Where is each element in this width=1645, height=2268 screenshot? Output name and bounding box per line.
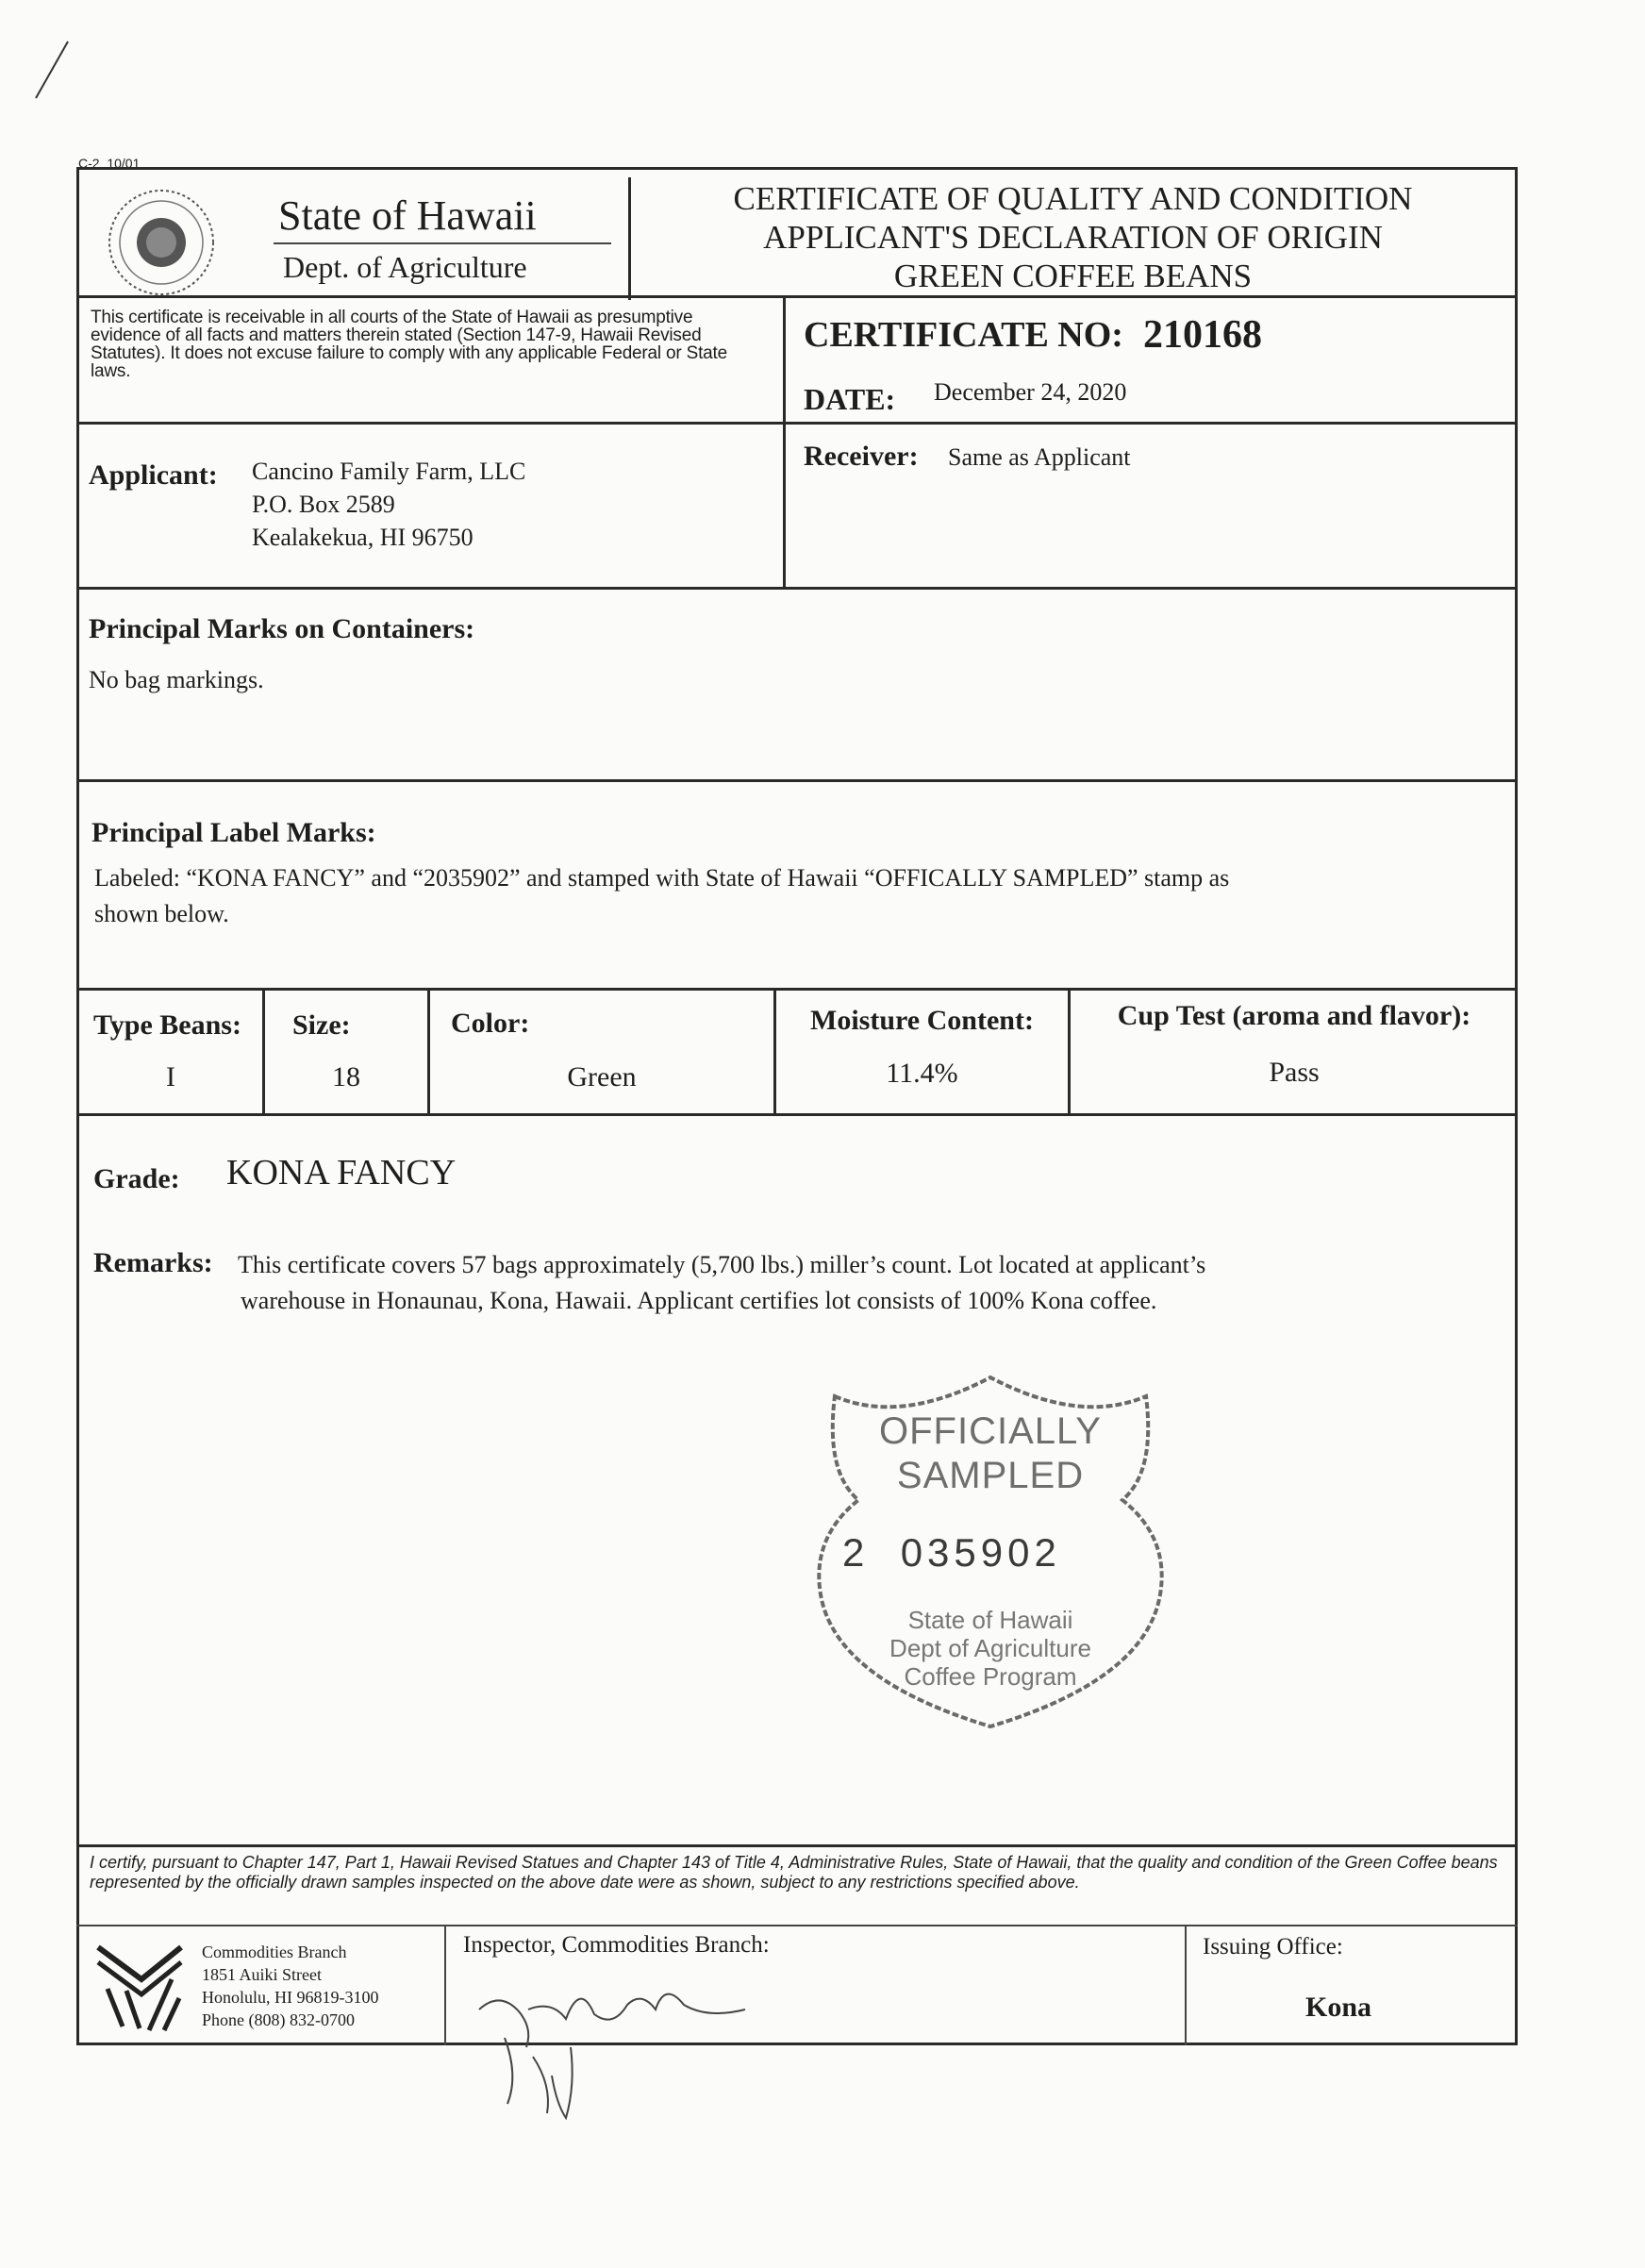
cup-test-label: Cup Test (aroma and flavor): (1117, 1000, 1471, 1031)
moisture-value: 11.4% (886, 1058, 958, 1089)
applicant-address (252, 455, 525, 554)
label-marks-label: Principal Label Marks: (91, 817, 376, 848)
applicant-line-1: Cancino Family Farm, LLC (252, 458, 526, 485)
certificate-no-value: 210168 (1143, 313, 1262, 357)
branch-line-3: Honolulu, HI 96819-3100 (202, 1988, 379, 2007)
officially-sampled-stamp (797, 1359, 1184, 1736)
certificate-no-label: CERTIFICATE NO: (804, 315, 1123, 355)
stamp-line-1: OFFICIALLY (879, 1410, 1102, 1452)
title-line-3: GREEN COFFEE BEANS (893, 258, 1253, 294)
applicant-line-3: Kealakekua, HI 96750 (252, 524, 474, 551)
color-value: Green (567, 1061, 637, 1092)
form-code: C-2 10/01 (78, 156, 141, 171)
certificate-title (630, 179, 1516, 295)
inspector-signature (462, 1953, 802, 2123)
moisture-label: Moisture Content: (810, 1005, 1034, 1036)
color-label: Color: (451, 1008, 530, 1039)
container-marks-value: No bag markings. (89, 666, 264, 693)
branch-address (202, 1941, 379, 2031)
state-seal-icon (102, 187, 221, 298)
receiver-value: Same as Applicant (948, 443, 1131, 471)
stamp-line-2: SAMPLED (896, 1455, 1085, 1496)
certificate-frame (76, 167, 1518, 2045)
date-value: December 24, 2020 (934, 378, 1127, 406)
size-value: 18 (332, 1061, 360, 1092)
issuing-office-label: Issuing Office: (1203, 1934, 1343, 1959)
dept-name: Dept. of Agriculture (283, 250, 527, 284)
type-beans-value: I (166, 1061, 175, 1092)
cup-test-value: Pass (1269, 1057, 1320, 1088)
stamp-footer-line-3: Coffee Program (904, 1662, 1077, 1691)
scan-mark (28, 38, 75, 104)
grade-label: Grade: (93, 1163, 180, 1194)
label-marks-line-1: Labeled: “KONA FANCY” and “2035902” and stamped with State of Hawaii “OFFICALLY SAMPLED” stamp as (94, 864, 1230, 892)
stamp-footer (797, 1606, 1184, 1691)
branch-line-1: Commodities Branch (202, 1943, 347, 1961)
remarks-line-2: warehouse in Honaunau, Kona, Hawaii. Applicant certifies lot consists of 100% Kona coffee. (241, 1287, 1157, 1314)
receiver-label: Receiver: (804, 441, 919, 472)
title-line-2: APPLICANT'S DECLARATION OF ORIGIN (763, 219, 1383, 256)
certification-text: I certify, pursuant to Chapter 147, Part 1, Hawaii Revised Statues and Chapter 143 of Title 4, Administrative Rules, State of Hawaii, that the quality and condition of the Green Coffee beans represented by the officially drawn samples inspected on the above date were as shown, subject to any restrictions specified above. (90, 1853, 1498, 1892)
remarks-label: Remarks: (93, 1247, 213, 1278)
branch-line-2: 1851 Auiki Street (202, 1965, 322, 1984)
size-label: Size: (292, 1009, 351, 1041)
legal-notice: This certificate is receivable in all courts of the State of Hawaii as presumptive evidence of all facts and matters therein stated (Section 147-9, Hawaii Revised Statutes). It does not excuse failure to comply with any applicable Federal or State laws. (91, 308, 727, 381)
date-label: DATE: (804, 382, 896, 416)
inspector-label: Inspector, Commodities Branch: (463, 1932, 770, 1958)
stamp-footer-line-1: State of Hawaii (907, 1606, 1073, 1634)
grade-value: KONA FANCY (226, 1153, 457, 1192)
type-beans-label: Type Beans: (93, 1009, 241, 1041)
remarks-text (238, 1247, 1205, 1319)
issuing-office-value: Kona (1305, 1992, 1372, 2023)
remarks-line-1: This certificate covers 57 bags approximately (5,700 lbs.) miller’s count. Lot located at applicant’s (238, 1251, 1206, 1278)
state-name: State of Hawaii (278, 192, 537, 239)
container-marks-label: Principal Marks on Containers: (89, 613, 475, 644)
label-marks-line-2: shown below. (94, 900, 229, 927)
stamp-number: 2 035902 (842, 1530, 1061, 1575)
label-marks-value (94, 860, 1229, 932)
title-line-1: CERTIFICATE OF QUALITY AND CONDITION (733, 180, 1413, 217)
applicant-line-2: P.O. Box 2589 (252, 491, 395, 518)
commodities-branch-logo-icon (94, 1942, 185, 2032)
branch-line-4: Phone (808) 832-0700 (202, 2010, 355, 2029)
stamp-footer-line-2: Dept of Agriculture (889, 1634, 1091, 1662)
applicant-label: Applicant: (89, 459, 218, 491)
